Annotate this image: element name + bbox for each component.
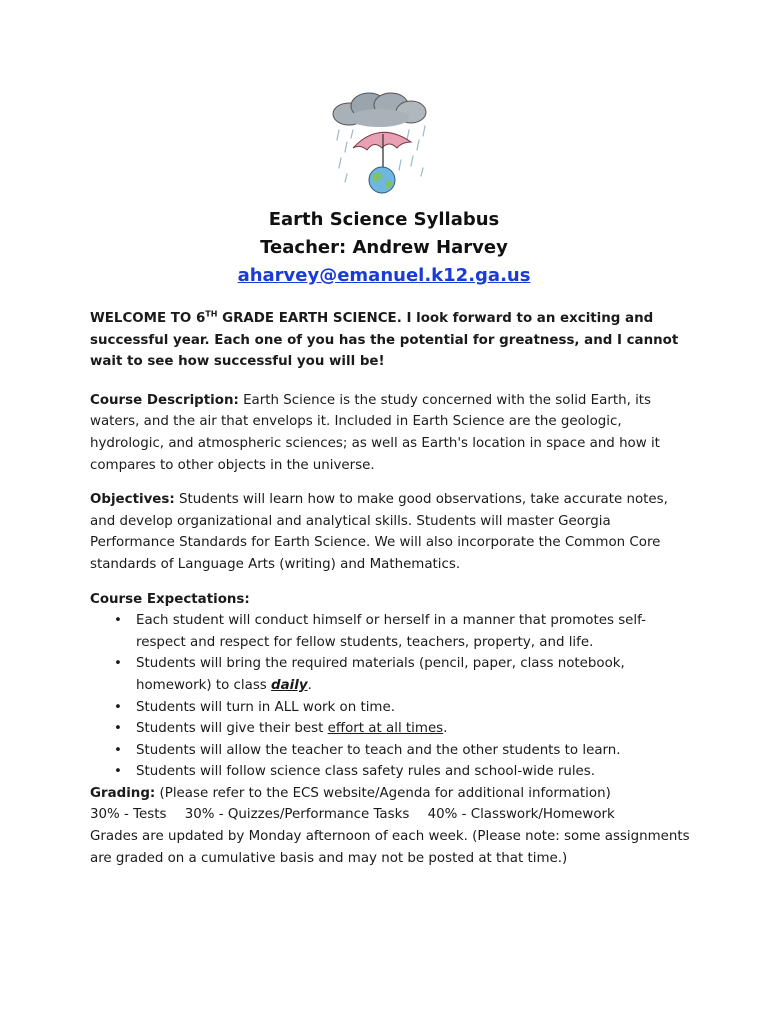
grades-update-note: Grades are updated by Monday afternoon of each week. (Please note: some assignments are graded on a cumulative basis and may not be posted at that time.): [90, 829, 690, 866]
teacher-name: Teacher: Andrew Harvey: [260, 237, 508, 258]
grade-weights: [90, 804, 690, 826]
objectives-text: Students will learn how to make good observations, take accurate notes, and develop organizational and analytical skills. Students will master Georgia Performance Standards for Earth Science. We will also incorporate the Common Core standards of Language Arts (writing) and Mathematics.: [90, 492, 668, 572]
syllabus-header: [0, 206, 768, 290]
list-item-text: Students will bring the required materials (pencil, paper, class notebook, homework) to class: [136, 656, 625, 693]
bullet-icon: •: [114, 656, 122, 672]
course-description-label: Course Description:: [90, 392, 239, 408]
course-expectations-list: [90, 610, 690, 783]
grading-label: Grading:: [90, 785, 156, 801]
objectives: [90, 489, 690, 575]
welcome-paragraph: [90, 308, 690, 373]
course-description-text: Earth Science is the study concerned with the solid Earth, its waters, and the air that envelops it. Included in Earth Science are the geologic, hydrologic, and atmospheric sciences; as well as Earth's location in space and how it compares to other objects in the universe.: [90, 392, 660, 473]
list-item: [114, 740, 690, 762]
welcome-superscript: TH: [205, 309, 218, 319]
course-description: [90, 390, 690, 476]
list-item: [114, 761, 690, 783]
bullet-icon: •: [114, 721, 122, 737]
bullet-icon: •: [114, 764, 122, 780]
list-item: [114, 718, 690, 740]
list-item-punct: .: [443, 721, 448, 737]
weight-classwork: 40% - Classwork/Homework: [427, 807, 615, 823]
list-item-text: Students will give their best: [136, 721, 328, 737]
list-item-punct: .: [307, 677, 312, 693]
list-item-text: Students will allow the teacher to teach and the other students to learn.: [136, 742, 621, 758]
syllabus-title: Earth Science Syllabus: [268, 209, 500, 230]
weight-quizzes: 30% - Quizzes/Performance Tasks: [184, 807, 410, 823]
welcome-text-rest: GRADE EARTH SCIENCE. I look forward to an exciting and successful year. Each one of you has the potential for greatness, and I cannot wait to see how successful you will be!: [90, 311, 679, 370]
teacher-email-link[interactable]: aharvey@emanuel.k12.ga.us: [237, 265, 531, 286]
list-item: [114, 653, 690, 696]
bullet-icon: •: [114, 699, 122, 715]
weight-tests: 30% - Tests: [90, 807, 167, 823]
earth-globe-icon: [369, 167, 395, 193]
course-expectations-label: Course Expectations:: [90, 591, 250, 607]
syllabus-body: [90, 308, 690, 869]
effort-emphasis: effort at all times: [327, 721, 444, 737]
list-item: [114, 697, 690, 719]
umbrella-icon: [353, 132, 411, 172]
list-item: [114, 610, 690, 653]
grading-note: (Please refer to the ECS website/Agenda for additional information): [155, 785, 611, 801]
bullet-icon: •: [114, 613, 122, 629]
grading-heading: [90, 783, 690, 805]
list-item-text: Students will turn in ALL work on time.: [136, 699, 395, 715]
bullet-icon: •: [114, 742, 122, 758]
list-item-text: Students will follow science class safety rules and school-wide rules.: [136, 764, 596, 780]
rain-umbrella-earth-clipart: [327, 90, 437, 200]
objectives-label: Objectives:: [90, 492, 175, 508]
daily-emphasis: daily: [271, 677, 308, 693]
list-item-text: Each student will conduct himself or herself in a manner that promotes self-respect and respect for fellow students, teachers, property, and life.: [136, 613, 646, 650]
grading-section: [90, 783, 690, 869]
rain-cloud-icon: [333, 93, 426, 127]
welcome-text-start: WELCOME TO 6: [90, 311, 206, 326]
